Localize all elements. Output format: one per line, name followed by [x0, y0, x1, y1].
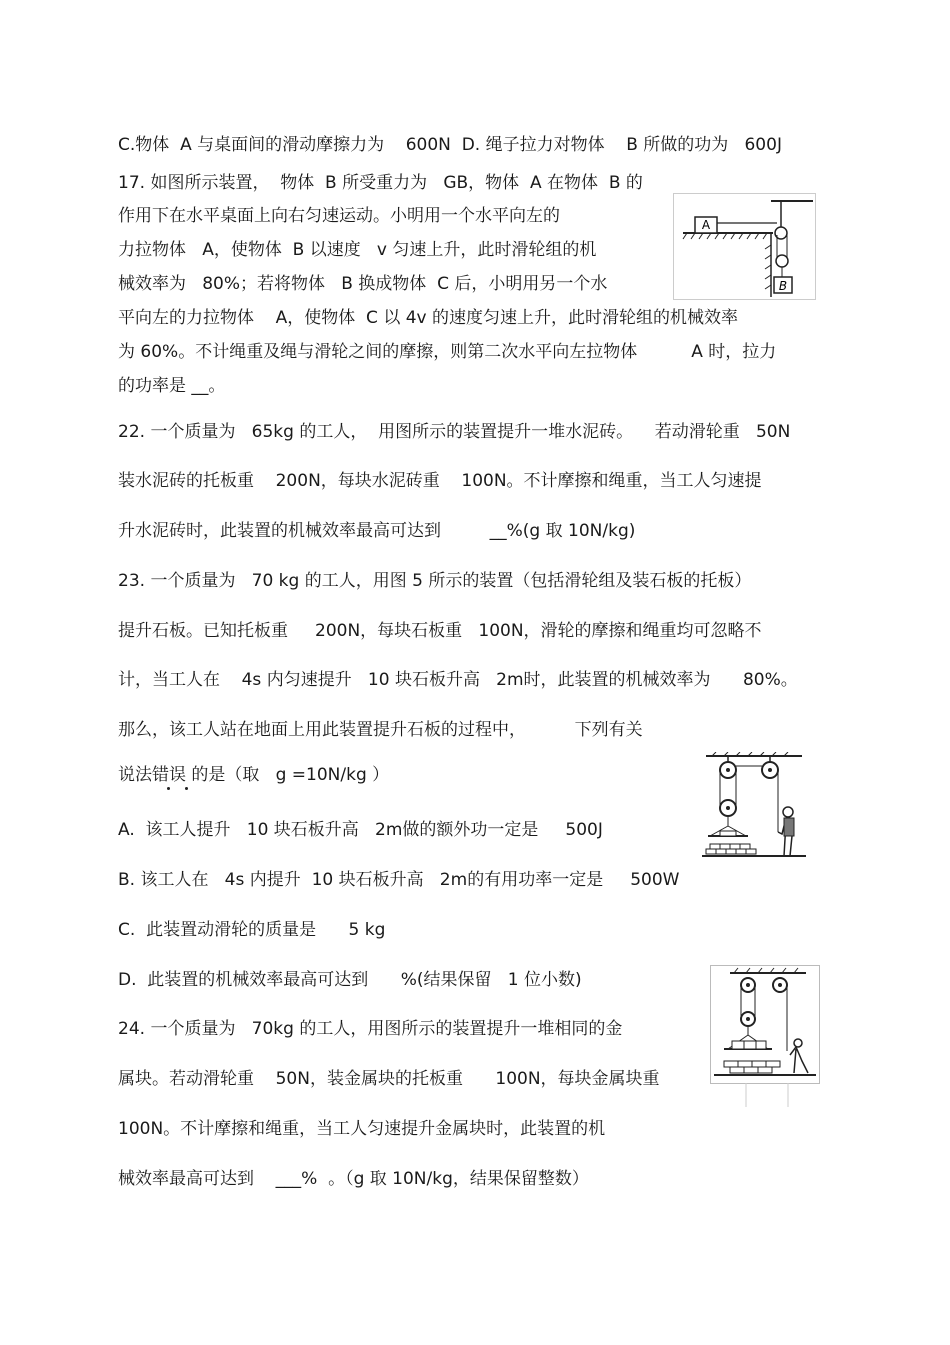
- q22-line-3: 升水泥砖时，此装置的机械效率最高可达到 __%(g 取 10N/kg): [118, 521, 636, 541]
- q17-line-1: 17. 如图所示装置， 物体 B 所受重力为 GB，物体 A 在物体 B 的: [118, 173, 643, 193]
- q24-line-1: 24. 一个质量为 70kg 的工人，用图所示的装置提升一堆相同的金: [118, 1019, 623, 1039]
- q23-option-d: D. 此装置的机械效率最高可达到 %(结果保留 1 位小数): [118, 970, 582, 990]
- emphasis-dot: [167, 787, 170, 790]
- block-b-label: B: [778, 279, 788, 293]
- q23-pulley-figure: [702, 752, 806, 862]
- q23-line-3: 计，当工人在 4s 内匀速提升 10 块石板升高 2m时，此装置的机械效率为 80%。: [118, 670, 798, 690]
- emphasis-dot: [185, 787, 188, 790]
- q22-line-1: 22. 一个质量为 65kg 的工人， 用图所示的装置提升一堆水泥砖。 若动滑轮重 50N: [118, 422, 791, 442]
- q16-option-c-d: C.物体 A 与桌面间的滑动摩擦力为 600N D. 绳子拉力对物体 B 所做的功为 600J: [118, 135, 782, 155]
- q23-option-c: C. 此装置动滑轮的质量是 5 kg: [118, 920, 386, 940]
- q23-option-b: B. 该工人在 4s 内提升 10 块石板升高 2m的有用功率一定是 500W: [118, 870, 680, 890]
- q23-line-4: 那么，该工人站在地面上用此装置提升石板的过程中， 下列有关: [118, 720, 643, 740]
- q23-line-5: 说法错误 的是（取 g =10N/kg ）: [118, 765, 390, 785]
- q23-line-1: 23. 一个质量为 70 kg 的工人，用图 5 所示的装置（包括滑轮组及装石板的托板）: [118, 571, 752, 591]
- q17-pulley-figure: [673, 193, 816, 300]
- q24-line-2: 属块。若动滑轮重 50N，装金属块的托板重 100N，每块金属块重: [118, 1069, 660, 1089]
- q17-line-6: 为 60%。不计绳重及绳与滑轮之间的摩擦，则第二次水平向左拉物体 A 时，拉力: [118, 342, 777, 362]
- q17-line-7: 的功率是 __。: [118, 376, 226, 396]
- q17-line-2: 作用下在水平桌面上向右匀速运动。小明用一个水平向左的: [118, 206, 560, 226]
- q24-line-3: 100N。不计摩擦和绳重，当工人匀速提升金属块时，此装置的机: [118, 1119, 606, 1139]
- q17-line-4: 械效率为 80%；若将物体 B 换成物体 C 后，小明用另一个水: [118, 274, 608, 294]
- q24-pulley-figure: [710, 965, 820, 1107]
- q22-line-2: 装水泥砖的托板重 200N，每块水泥砖重 100N。不计摩擦和绳重，当工人匀速提: [118, 471, 762, 491]
- block-a-label: A: [701, 218, 711, 232]
- q17-line-3: 力拉物体 A，使物体 B 以速度 v 匀速上升，此时滑轮组的机: [118, 240, 597, 260]
- q23-line-2: 提升石板。已知托板重 200N，每块石板重 100N，滑轮的摩擦和绳重均可忽略不: [118, 621, 762, 641]
- q17-line-5: 平向左的力拉物体 A，使物体 C 以 4v 的速度匀速上升，此时滑轮组的机械效率: [118, 308, 739, 328]
- q24-line-4: 械效率最高可达到 ___% 。（g 取 10N/kg，结果保留整数）: [118, 1169, 589, 1189]
- q23-option-a: A. 该工人提升 10 块石板升高 2m做的额外功一定是 500J: [118, 820, 603, 840]
